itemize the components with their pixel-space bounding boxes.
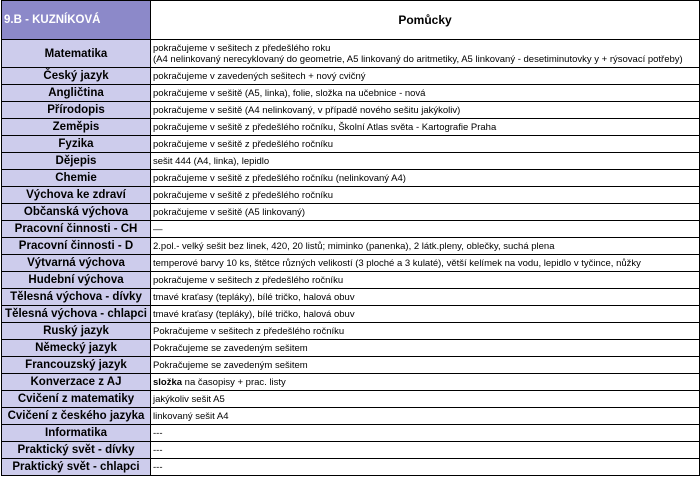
supplies-cell: linkovaný sešit A4: [151, 408, 700, 425]
subject-cell: Cvičení z matematiky: [2, 391, 151, 408]
table-row: [2, 255, 700, 272]
table-row: [2, 272, 700, 289]
table-row: [2, 459, 700, 476]
supplies-cell: tmavé kraťasy (tepláky), bílé tričko, halová obuv: [151, 289, 700, 306]
supplies-header: Pomůcky: [151, 1, 700, 40]
supplies-cell: Pokračujeme se zavedeným sešitem: [151, 357, 700, 374]
supplies-cell: pokračujeme v sešitě z předešlého ročníku, Školní Atlas světa - Kartografie Praha: [151, 119, 700, 136]
subject-cell: Zeměpis: [2, 119, 151, 136]
supplies-cell: [151, 374, 700, 391]
table-row: [2, 374, 700, 391]
supplies-cell: sešit 444 (A4, linka), lepidlo: [151, 153, 700, 170]
subject-cell: Výtvarná výchova: [2, 255, 151, 272]
supplies-table: [1, 0, 700, 476]
supplies-cell: pokračujeme v sešitě z předešlého ročníku (nelinkovaný A4): [151, 170, 700, 187]
subject-cell: Výchova ke zdraví: [2, 187, 151, 204]
supplies-cell: 2.pol.- velký sešit bez linek, 420, 20 listů; miminko (panenka), 2 látk.pleny, oblečky, suchá plena: [151, 238, 700, 255]
supplies-cell: temperové barvy 10 ks, štětce různých velikostí (3 ploché a 3 kulaté), větší kelímek na vodu, lepidlo v tyčince, nůžky: [151, 255, 700, 272]
table-row: [2, 119, 700, 136]
subject-cell: Francouzský jazyk: [2, 357, 151, 374]
table-row: [2, 153, 700, 170]
class-header: 9.B - KUZNÍKOVÁ: [2, 1, 151, 40]
supplies-cell: pokračujeme v sešitě z předešlého ročníku: [151, 136, 700, 153]
subject-cell: Tělesná výchova - dívky: [2, 289, 151, 306]
supplies-cell: ---: [151, 425, 700, 442]
subject-cell: Matematika: [2, 40, 151, 68]
supplies-cell: pokračujeme v sešitě (A5, linka), folie, složka na učebnice - nová: [151, 85, 700, 102]
supplies-cell: pokračujeme v zavedených sešitech + nový cvičný: [151, 68, 700, 85]
table-row: [2, 289, 700, 306]
header-row: [2, 1, 700, 40]
supplies-cell: [151, 40, 700, 68]
table-row: [2, 68, 700, 85]
subject-cell: Hudební výchova: [2, 272, 151, 289]
supplies-cell: ---: [151, 442, 700, 459]
supplies-cell: pokračujeme v sešitě (A4 nelinkovaný, v případě nového sešitu jakýkoliv): [151, 102, 700, 119]
supplies-cell: Pokračujeme se zavedeným sešitem: [151, 340, 700, 357]
table-row: [2, 136, 700, 153]
table-row: [2, 238, 700, 255]
supplies-cell: ---: [151, 459, 700, 476]
subject-cell: Chemie: [2, 170, 151, 187]
table-row: [2, 85, 700, 102]
supplies-line: pokračujeme v sešitech z předešlého roku: [153, 42, 331, 54]
subject-cell: Tělesná výchova - chlapci: [2, 306, 151, 323]
subject-cell: Pracovní činnosti - D: [2, 238, 151, 255]
supplies-cell: tmavé kraťasy (tepláky), bílé tričko, halová obuv: [151, 306, 700, 323]
supplies-cell: Pokračujeme v sešitech z předešlého ročníku: [151, 323, 700, 340]
subject-cell: Cvičení z českého jazyka: [2, 408, 151, 425]
table-row: [2, 391, 700, 408]
supplies-cell: pokračujeme v sešitech z předešlého ročníku: [151, 272, 700, 289]
subject-cell: Německý jazyk: [2, 340, 151, 357]
subject-cell: Ruský jazyk: [2, 323, 151, 340]
table-row: [2, 187, 700, 204]
subject-cell: Dějepis: [2, 153, 151, 170]
subject-cell: Přírodopis: [2, 102, 151, 119]
subject-cell: Konverzace z AJ: [2, 374, 151, 391]
supplies-cell: pokračujeme v sešitě z předešlého ročníku: [151, 187, 700, 204]
subject-cell: Informatika: [2, 425, 151, 442]
table-row: [2, 323, 700, 340]
subject-cell: Český jazyk: [2, 68, 151, 85]
supplies-cell: pokračujeme v sešitě (A5 linkovaný): [151, 204, 700, 221]
supplies-line: (A4 nelinkovaný nerecyklovaný do geometrie, A5 linkovaný do aritmetiky, A5 linkovaný - desetiminutovky y + rýsovací potřeby): [153, 53, 683, 65]
subject-cell: Pracovní činnosti - CH: [2, 221, 151, 238]
table-row: [2, 221, 700, 238]
supplies-cell: —: [151, 221, 700, 238]
table-row: [2, 408, 700, 425]
table-row: [2, 102, 700, 119]
supplies-cell: jakýkoliv sešit A5: [151, 391, 700, 408]
subject-cell: Praktický svět - dívky: [2, 442, 151, 459]
subject-cell: Fyzika: [2, 136, 151, 153]
subject-cell: Angličtina: [2, 85, 151, 102]
table-row: [2, 204, 700, 221]
supplies-text: na časopisy + prac. listy: [182, 376, 286, 388]
supplies-bold-text: složka: [153, 376, 183, 388]
table-row: [2, 306, 700, 323]
subject-cell: Občanská výchova: [2, 204, 151, 221]
table-row: [2, 425, 700, 442]
subject-cell: Praktický svět - chlapci: [2, 459, 151, 476]
table-row: [2, 40, 700, 68]
table-row: [2, 442, 700, 459]
table-row: [2, 340, 700, 357]
table-row: [2, 357, 700, 374]
table-row: [2, 170, 700, 187]
